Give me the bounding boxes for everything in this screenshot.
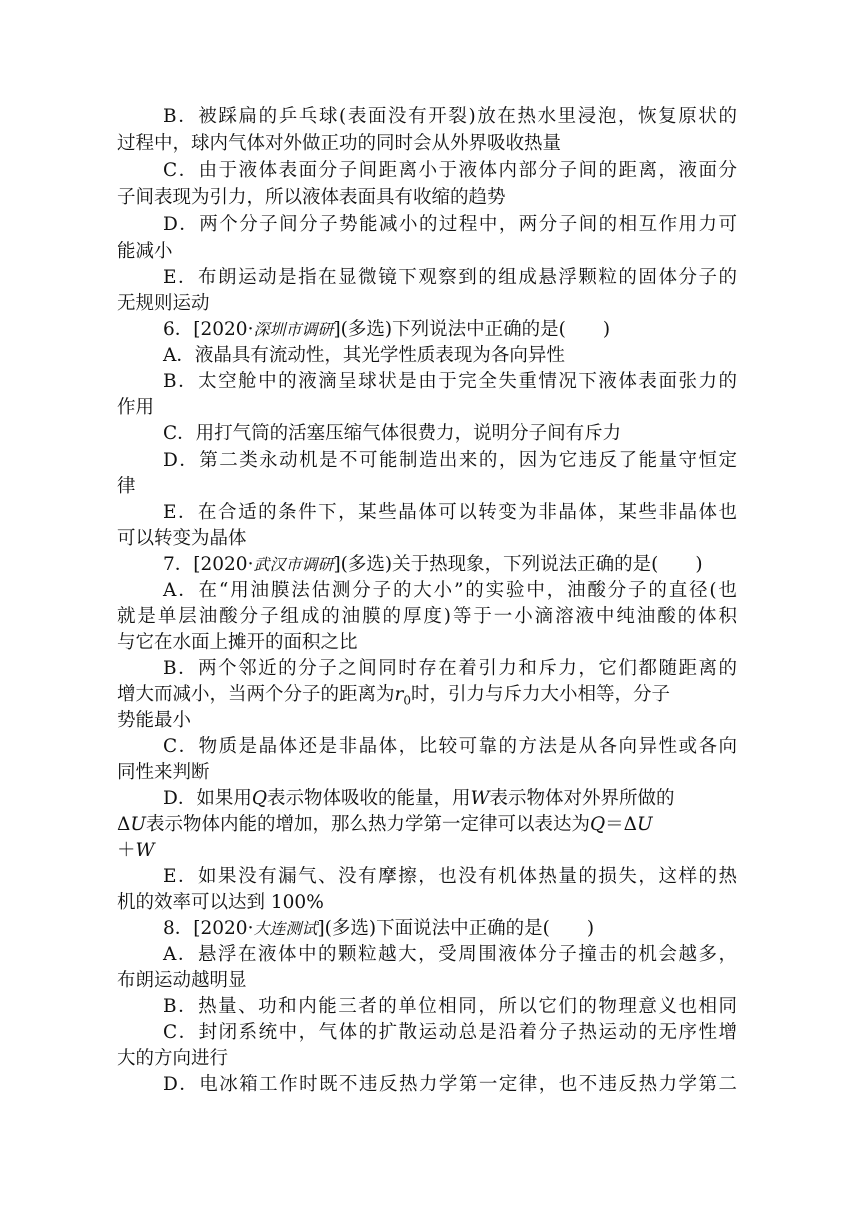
q5-d-line-1: D．两个分子间分子势能减小的过程中，两分子间的相互作用力可 <box>163 214 737 235</box>
q7-e-line-2: 机的效率可以达到 100% <box>117 892 324 913</box>
q7-option-e <box>0 864 860 890</box>
q5-e-line-2: 无规则运动 <box>117 293 210 314</box>
q7-d-line-3 <box>117 838 155 864</box>
q6-c-line-1: C．用打气筒的活塞压缩气体很费力，说明分子间有斥力 <box>163 423 622 444</box>
q8-source: 大连测试 <box>253 919 318 938</box>
delta-symbol: Δ <box>117 814 131 835</box>
q7-stem-text <box>163 552 703 578</box>
q6-option-b <box>0 369 860 395</box>
q8-stem <box>0 916 860 942</box>
q5-option-b <box>0 104 860 130</box>
q6-option-d <box>0 448 860 474</box>
q8-option-c-cont <box>0 1046 860 1072</box>
q7-stem <box>0 552 860 578</box>
q5-c-line-2: 子间表现为引力，所以液体表面具有收缩的趋势 <box>117 187 506 208</box>
q8-c-line-2: 大的方向进行 <box>117 1048 229 1069</box>
q7-b-line-3: 势能最小 <box>117 710 192 731</box>
q6-stem-text <box>163 317 610 343</box>
q6-option-d-cont <box>0 474 860 500</box>
q7-a-line-2: 就是单层油酸分子组成的油膜的厚度)等于一小滴溶液中纯油酸的体积 <box>117 606 737 627</box>
q7-stem-pre: 7．[2020· <box>163 554 254 575</box>
q7-b-line-1: B．两个邻近的分子之间同时存在着引力和斥力，它们都随距离的 <box>163 658 737 679</box>
q7-source: 武汉市调研 <box>253 555 334 574</box>
q7-d-post: 表示物体对外界所做的 <box>489 788 675 809</box>
q8-option-c <box>0 1020 860 1046</box>
q7-option-b-cont2 <box>0 708 860 734</box>
q-symbol-eq: Q <box>589 814 606 835</box>
q7-b-line-2-pre: 增大而减小，当两个分子的距离为 <box>117 684 395 705</box>
q6-source: 深圳市调研 <box>253 320 334 339</box>
q7-d-line-2-mid: 表示物体内能的增加，那么热力学第一定律可以表达为 <box>145 814 590 835</box>
w-symbol-eq: W <box>135 840 155 861</box>
q8-a-line-1: A．悬浮在液体中的颗粒越大，受周围液体分子撞击的机会越多， <box>163 944 737 965</box>
q8-stem-pre: 8．[2020· <box>163 918 254 939</box>
q7-option-a <box>0 578 860 604</box>
q7-c-line-1: C．物质是晶体还是非晶体，比较可靠的方法是从各向异性或各向 <box>163 736 737 757</box>
q7-a-line-3: 与它在水面上摊开的面积之比 <box>117 632 358 653</box>
q7-a-line-1: A．在“用油膜法估测分子的大小”的实验中，油酸分子的直径(也 <box>163 580 737 601</box>
q7-c-line-2: 同性来判断 <box>117 762 210 783</box>
r0-subscript: 0 <box>403 693 411 708</box>
q8-option-a-cont <box>0 968 860 994</box>
q7-d-line-2 <box>117 812 653 838</box>
q7-d-line-1 <box>163 786 675 812</box>
q7-option-a-cont1 <box>0 604 860 630</box>
q6-b-line-2: 作用 <box>117 397 155 418</box>
q7-option-d-cont1 <box>0 812 860 838</box>
q5-d-line-2: 能减小 <box>117 241 173 262</box>
q7-b-line-2 <box>117 682 670 708</box>
q7-option-d-cont2 <box>0 838 860 864</box>
q7-d-mid: 表示物体吸收的能量，用 <box>267 788 471 809</box>
q8-option-d <box>0 1072 860 1098</box>
q8-option-a <box>0 942 860 968</box>
q8-d-line-1: D．电冰箱工作时既不违反热力学第一定律，也不违反热力学第二 <box>163 1074 737 1095</box>
q5-option-d <box>0 212 860 238</box>
q5-option-c <box>0 158 860 184</box>
q5-option-c-cont <box>0 185 860 211</box>
u-symbol-eq: U <box>637 814 653 835</box>
q6-d-line-1: D．第二类永动机是不可能制造出来的，因为它违反了能量守恒定 <box>163 450 737 471</box>
q6-d-line-2: 律 <box>117 476 136 497</box>
q6-b-line-1: B．太空舱中的液滴呈球状是由于完全失重情况下液体表面张力的 <box>163 371 737 392</box>
q7-option-c <box>0 734 860 760</box>
q7-b-line-2-post: 时，引力与斥力大小相等，分子 <box>411 684 671 705</box>
q8-b-line-1: B．热量、功和内能三者的单位相同，所以它们的物理意义也相同 <box>163 996 737 1017</box>
q5-e-line-1: E．布朗运动是指在显微镜下观察到的组成悬浮颗粒的固体分子的 <box>163 267 737 288</box>
q8-stem-text <box>163 916 594 942</box>
q6-e-line-1: E．在合适的条件下，某些晶体可以转变为非晶体，某些非晶体也 <box>163 502 737 523</box>
q5-b-line-2: 过程中，球内气体对外做正功的同时会从外界吸收热量 <box>117 133 562 154</box>
q6-option-a <box>0 343 860 369</box>
u-symbol: U <box>130 814 146 835</box>
q6-option-e <box>0 500 860 526</box>
q8-c-line-1: C．封闭系统中，气体的扩散运动总是沿着分子热运动的无序性增 <box>163 1022 737 1043</box>
q5-b-line-1: B．被踩扁的乒乓球(表面没有开裂)放在热水里浸泡，恢复原状的 <box>163 106 737 127</box>
q6-e-line-2: 可以转变为晶体 <box>117 528 247 549</box>
q7-stem-post: ](多选)关于热现象，下列说法正确的是( ) <box>333 554 703 575</box>
q7-option-e-cont <box>0 890 860 916</box>
q8-stem-post: ](多选)下面说法中正确的是( ) <box>317 918 595 939</box>
q7-option-d <box>0 786 860 812</box>
q8-option-b <box>0 994 860 1020</box>
q5-option-b-cont <box>0 131 860 157</box>
q7-d-pre: D．如果用 <box>163 788 252 809</box>
q6-a-line-1: A．液晶具有流动性，其光学性质表现为各向异性 <box>163 345 565 366</box>
q5-option-e <box>0 265 860 291</box>
q7-option-c-cont <box>0 760 860 786</box>
q7-e-line-1: E．如果没有漏气、没有摩擦，也没有机体热量的损失，这样的热 <box>163 866 737 887</box>
plus-sign: ＋ <box>117 840 136 861</box>
q5-option-d-cont <box>0 239 860 265</box>
q6-stem-post: ](多选)下列说法中正确的是( ) <box>333 319 611 340</box>
q6-stem-pre: 6．[2020· <box>163 319 254 340</box>
q6-option-b-cont <box>0 395 860 421</box>
q6-option-e-cont <box>0 526 860 552</box>
equals-delta: ＝Δ <box>605 814 638 835</box>
q6-stem <box>0 317 860 343</box>
w-symbol: W <box>470 788 490 809</box>
q7-option-a-cont2 <box>0 630 860 656</box>
q5-c-line-1: C．由于液体表面分子间距离小于液体内部分子间的距离，液面分 <box>163 160 737 181</box>
q8-a-line-2: 布朗运动越明显 <box>117 970 247 991</box>
r0-symbol: r <box>394 684 404 705</box>
q5-option-e-cont <box>0 291 860 317</box>
q-symbol: Q <box>251 788 268 809</box>
q6-option-c <box>0 421 860 447</box>
q7-option-b-cont1 <box>0 682 860 708</box>
q7-option-b <box>0 656 860 682</box>
